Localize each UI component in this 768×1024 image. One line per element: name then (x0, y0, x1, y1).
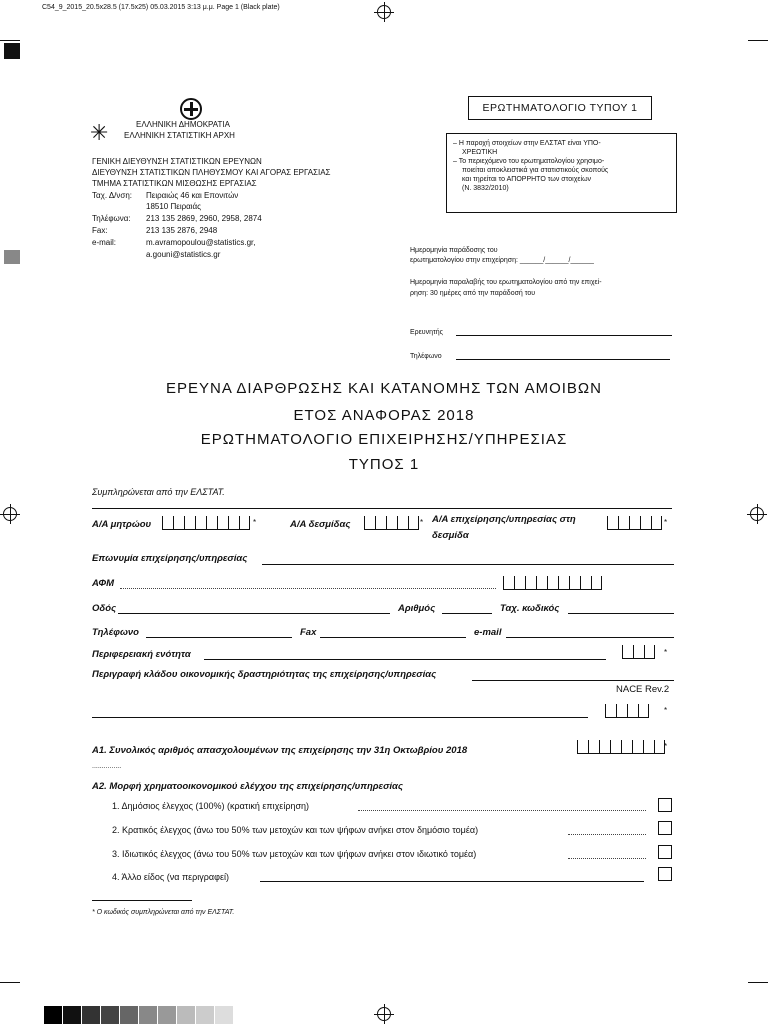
activity-field-line2[interactable] (92, 717, 588, 718)
address-line2: 18510 Πειραιάς (146, 202, 202, 211)
street-field[interactable] (118, 613, 390, 614)
questionnaire-type: ΤΥΠΟΣ 1 (348, 456, 420, 473)
email-field[interactable] (506, 637, 674, 638)
registration-mark-bottom (377, 1007, 391, 1021)
enterprise-name-field[interactable] (262, 564, 674, 565)
notice-item2d: (Ν. 3832/2010) (462, 185, 509, 192)
a1-label: Α1. Συνολικός αριθμός απασχολουμένων της επιχείρησης την 31η Οκτωβρίου 2018 (92, 745, 468, 756)
dept3: ΤΜΗΜΑ ΣΤΑΤΙΣΤΙΚΩΝ ΜΙΣΘΩΣΗΣ ΕΡΓΑΣΙΑΣ (92, 179, 257, 188)
region-label: Περιφερειακή ενότητα (92, 649, 191, 660)
afm-label: ΑΦΜ (92, 578, 115, 589)
delivery-date-field[interactable]: ερωτηματολογίου στην επιχείρηση: ______/______/______ (410, 257, 594, 264)
afm-cells[interactable] (503, 576, 602, 590)
notice-item2b: ποιείται αποκλειστικά για στατιστικούς σκοπούς (462, 167, 609, 174)
color-swatch-bar (44, 1006, 233, 1024)
color-bar-block (4, 250, 20, 264)
registration-mark-top (377, 5, 391, 19)
print-header: C54_9_2015_20.5x28.5 (17.5x25) 05.03.2015 3:13 μ.μ. Page 1 (Black plate) (42, 4, 280, 11)
employees-cells[interactable] (577, 740, 668, 754)
nace-label: NACE Rev.2 (616, 684, 670, 695)
fax-field-label: Fax (300, 627, 317, 638)
questionnaire-title: ΕΡΩΤΗΜΑΤΟΛΟΓΙΟ ΕΠΙΧΕΙΡΗΣΗΣ/ΥΠΗΡΕΣΙΑΣ (200, 431, 568, 448)
delivery-date-label1: Ημερομηνία παράδοσης του (410, 247, 498, 254)
bundle-label: Α/Α δεσμίδας (290, 519, 351, 530)
receipt-date-line1: Ημερομηνία παραλαβής του ερωτηματολογίου από την επιχεί- (410, 279, 602, 286)
researcher-phone-field[interactable] (456, 359, 670, 360)
a2-option-3: 3. Ιδιωτικός έλεγχος (άνω του 50% των μετοχών και των ψήφων ανήκει στον ιδιωτικό τομέα) (112, 849, 477, 859)
registration-mark-right (750, 507, 764, 521)
notice-item1a: – Η παροχή στοιχείων στην ΕΛΣΤΑΤ είναι ΥΠΟ- (453, 140, 601, 147)
crop-mark (748, 982, 768, 983)
a2-option-4-checkbox[interactable] (658, 867, 672, 881)
a2-option-3-dots (568, 858, 646, 859)
dept2: ΔΙΕΥΘΥΝΣΗ ΣΤΑΤΙΣΤΙΚΩΝ ΠΛΗΘΥΣΜΟΥ ΚΑΙ ΑΓΟΡΑΣ ΕΡΓΑΣΙΑΣ (92, 168, 331, 177)
a2-option-1-checkbox[interactable] (658, 798, 672, 812)
a2-option-1: 1. Δημόσιος έλεγχος (100%) (κρατική επιχείρηση) (112, 801, 309, 811)
region-cells[interactable] (622, 645, 655, 659)
receipt-date-line2: ρηση: 30 ημέρες από την παράδοσή του (410, 290, 536, 297)
a2-option-3-checkbox[interactable] (658, 845, 672, 859)
region-field[interactable] (204, 659, 606, 660)
enterprise-no-label2: δεσμίδα (432, 530, 469, 541)
enterprise-no-label: Α/Α επιχείρησης/υπηρεσίας στη (432, 514, 576, 525)
registry-label: Α/Α μητρώου (92, 519, 152, 530)
region-star: * (664, 648, 668, 657)
phone-label: Τηλέφωνα: (92, 214, 131, 223)
fax-field[interactable] (320, 637, 466, 638)
questionnaire-type-box: ΕΡΩΤΗΜΑΤΟΛΟΓΙΟ ΤΥΠΟΥ 1 (468, 96, 652, 120)
enterprise-name-label: Επωνυμία επιχείρησης/υπηρεσίας (92, 553, 248, 564)
number-label: Αριθμός (398, 603, 436, 614)
registry-number-cells[interactable] (162, 516, 250, 530)
notice-item2a: – Το περιεχόμενο του ερωτηματολογίου χρησιμο- (453, 158, 605, 165)
a2-option-2-dots (568, 834, 646, 835)
a1-dots: ............... (92, 763, 122, 770)
activity-field-line1[interactable] (472, 680, 674, 681)
email-field-label: e-mail (474, 627, 502, 638)
a2-option-4: 4. Άλλο είδος (να περιγραφεί) (112, 872, 229, 882)
afm-dots (120, 588, 496, 589)
footnote: * Ο κωδικός συμπληρώνεται από την ΕΛΣΤΑΤ. (92, 909, 235, 916)
reference-year: ΕΤΟΣ ΑΝΑΦΟΡΑΣ 2018 (293, 407, 475, 424)
activity-label: Περιγραφή κλάδου οικονομικής δραστηριότητας της επιχείρησης/υπηρεσίας (92, 669, 437, 680)
nace-star: * (664, 706, 668, 715)
crop-mark (748, 40, 768, 41)
bundle-star: * (420, 518, 424, 527)
agency-email2: a.gouni@statistics.gr (146, 250, 221, 259)
number-field[interactable] (442, 613, 492, 614)
street-label: Οδός (92, 603, 117, 614)
agency-email1: m.avramopoulou@statistics.gr, (146, 238, 256, 247)
footnote-rule (92, 900, 192, 901)
crop-mark (0, 40, 20, 41)
registry-star: * (253, 518, 257, 527)
a2-option-2: 2. Κρατικός έλεγχος (άνω του 50% των μετοχών και των ψήφων ανήκει στον δημόσιο τομέα) (112, 825, 479, 835)
agency-phone: 213 135 2869, 2960, 2958, 2874 (146, 214, 262, 223)
greek-emblem-icon (180, 98, 202, 120)
phone-field-label: Τηλέφωνο (92, 627, 139, 638)
notice-item1b: ΧΡΕΩΤΙΚΗ (462, 149, 498, 156)
agency-line2: ΕΛΛΗΝΙΚΗ ΣΤΑΤΙΣΤΙΚΗ ΑΡΧΗ (124, 131, 235, 140)
dept1: ΓΕΝΙΚΗ ΔΙΕΥΘΥΝΣΗ ΣΤΑΤΙΣΤΙΚΩΝ ΕΡΕΥΝΩΝ (92, 157, 262, 166)
agency-line1: ΕΛΛΗΝΙΚΗ ΔΗΜΟΚΡΑΤΙΑ (136, 120, 230, 129)
bundle-number-cells[interactable] (364, 516, 419, 530)
employees-star: * (664, 742, 668, 751)
enterprise-number-cells[interactable] (607, 516, 662, 530)
nace-cells[interactable] (605, 704, 649, 718)
postcode-label: Ταχ. κωδικός (500, 603, 560, 614)
address-label: Ταχ. Δ/νση: (92, 191, 133, 200)
researcher-label: Ερευνητής (410, 329, 444, 336)
agency-fax: 213 135 2876, 2948 (146, 226, 218, 235)
email-label: e-mail: (92, 238, 117, 247)
a2-option-1-dots (358, 810, 646, 811)
researcher-phone-label: Τηλέφωνο (410, 353, 442, 360)
a2-label: Α2. Μορφή χρηματοοικονομικού ελέγχου της επιχείρησης/υπηρεσίας (92, 781, 403, 792)
enterprise-star: * (664, 518, 668, 527)
address-line1: Πειραιώς 46 και Επονιτών (146, 191, 239, 200)
notice-item2c: και τηρείται το ΑΠΟΡΡΗΤΟ των στοιχείων (462, 176, 592, 183)
phone-field[interactable] (146, 637, 292, 638)
color-bar-block (4, 43, 20, 59)
crop-mark (0, 982, 20, 983)
researcher-field[interactable] (456, 335, 672, 336)
a2-option-4-field[interactable] (260, 881, 644, 882)
registration-mark-left (3, 507, 17, 521)
filled-by-note: Συμπληρώνεται από την ΕΛΣΤΑΤ. (92, 487, 225, 497)
survey-title: ΕΡΕΥΝΑ ΔΙΑΡΘΡΩΣΗΣ ΚΑΙ ΚΑΤΑΝΟΜΗΣ ΤΩΝ ΑΜΟΙΒΩΝ (166, 380, 602, 397)
fax-label: Fax: (92, 226, 108, 235)
a2-option-2-checkbox[interactable] (658, 821, 672, 835)
postcode-field[interactable] (568, 613, 674, 614)
elstat-logo-icon: ✳ (90, 120, 109, 145)
notice-box (446, 133, 677, 213)
